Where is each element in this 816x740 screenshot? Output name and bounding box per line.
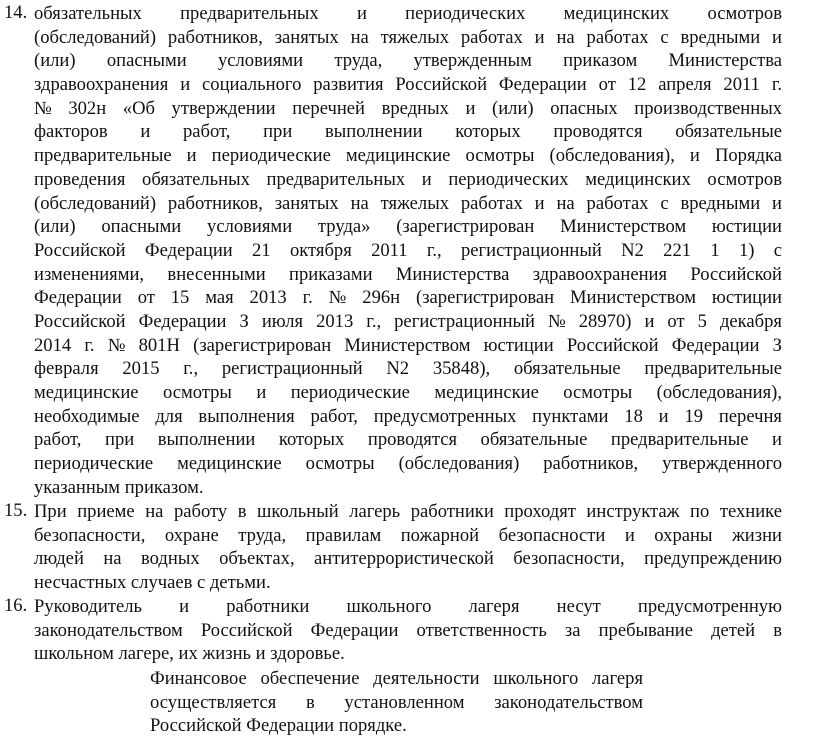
text-line: осуществляется в установленном законодательством [150, 691, 643, 713]
text-line: изменениями, внесенными приказами Министерства здравоохранения Российской [34, 263, 782, 285]
text-line: Российской Федерации 21 октября 2011 г., регистрационный N2 221 1 1) с [34, 239, 782, 261]
text-line: февраля 2015 г., регистрационный N2 35848), обязательные предварительные [34, 358, 782, 380]
text-line: При приеме на работу в школьный лагерь работники проходят инструктаж по технике [34, 501, 782, 522]
text-line: здравоохранения и социального развития Российской Федерации от 12 апреля 2011 г. [34, 74, 782, 96]
text-line: медицинские осмотры и периодические медицинские осмотры (обследования), [34, 382, 782, 403]
text-line: предварительные и периодические медицинские осмотры (обследования), и Порядка [34, 145, 782, 167]
text-line: безопасности, охране труда, правилам пожарной безопасности и охраны жизни [34, 524, 782, 546]
text-line: периодические медицинские осмотры (обследования) работников, утвержденного [34, 453, 782, 475]
text-line: проведения обязательных предварительных и периодических медицинских осмотров [34, 168, 782, 190]
item-number: 16. [4, 595, 28, 616]
text-line: обязательных предварительных и периодических медицинских осмотров [34, 3, 782, 24]
text-line: Финансовое обеспечение деятельности школьного лагеря [150, 668, 643, 689]
text-line: факторов и работ, при выполнении которых проводятся обязательные [34, 121, 782, 143]
item-text [34, 595, 782, 666]
text-line: № 302н «Об утверждении перечней вредных и (или) опасных производственных [34, 97, 782, 119]
item-text [34, 2, 782, 499]
item-number: 15. [4, 500, 28, 521]
text-line: (или) опасными условиями труда» (зарегистрирован Министерством юстиции [34, 216, 782, 238]
text-line: несчастных случаев с детьми. [34, 572, 271, 594]
text-line: Федерации от 15 мая 2013 г. № 296н (зарегистрирован Министерством юстиции [34, 287, 782, 309]
text-line: людей на водных объектах, антитеррористической безопасности, предупреждению [34, 548, 782, 570]
text-line: 2014 г. № 801Н (зарегистрирован Министерством юстиции Российской Федерации З [34, 334, 782, 356]
item-text [34, 500, 782, 595]
text-line: Руководитель и работники школьного лагеря несут предусмотренную [34, 596, 782, 617]
text-line: (обследований) работников, занятых на тяжелых работах и на работах с вредными и [34, 192, 782, 214]
text-line: работ, при выполнении которых проводятся обязательные предварительные и [34, 429, 782, 451]
text-line: школьном лагере, их жизнь и здоровье. [34, 643, 345, 665]
text-line: (обследований) работников, занятых на тяжелых работах и на работах с вредными и [34, 26, 782, 48]
text-line: законодательством Российской Федерации ответственность за пребывание детей в [34, 619, 782, 641]
item-number: 14. [4, 2, 28, 23]
closing-note [150, 667, 643, 738]
text-line: указанным приказом. [34, 476, 204, 498]
text-line: необходимые для выполнения работ, предусмотренных пунктами 18 и 19 перечня [34, 405, 782, 427]
text-line: Российской Федерации порядке. [150, 715, 407, 737]
text-line: (или) опасными условиями труда, утвержденным приказом Министерства [34, 50, 782, 72]
text-line: Российской Федерации З июля 2013 г., регистрационный № 28970) и от 5 декабря [34, 310, 782, 332]
